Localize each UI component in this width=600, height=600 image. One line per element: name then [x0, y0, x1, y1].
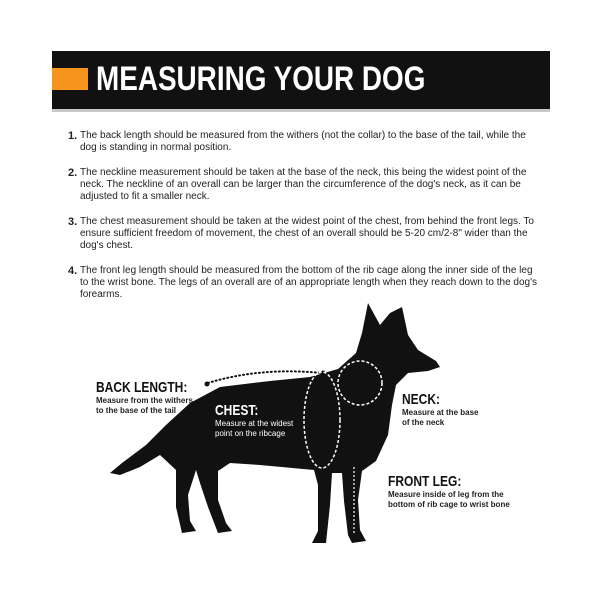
- instruction-step-1: [68, 130, 538, 154]
- step-text: The back length should be measured from the withers (not the collar) to the base of the tail, while the dog is standing in normal position.: [80, 130, 526, 153]
- header-banner: [52, 51, 550, 112]
- front-leg-label: [388, 473, 510, 510]
- instruction-step-3: [68, 216, 538, 252]
- neck-label: [402, 391, 478, 428]
- step-number: 1.: [68, 130, 78, 142]
- back-length-desc: Measure from the withers to the base of the tail: [96, 396, 193, 415]
- step-text: The front leg length should be measured from the bottom of the rib cage along the inner side of the leg to the wrist bone. The legs of an overall are of an appropriate length when they reach down to the dog's forearms.: [80, 265, 538, 300]
- back-length-title: BACK LENGTH:: [96, 379, 188, 396]
- front-leg-desc: Measure inside of leg from the bottom of rib cage to wrist bone: [388, 490, 510, 509]
- chest-label: [215, 402, 293, 439]
- step-text: The chest measurement should be taken at the widest point of the chest, from behind the front legs. To ensure sufficient freedom of movement, the chest of an overall should be 5-20 cm/2-8" wider than the dog's chest.: [80, 216, 534, 251]
- chest-title: CHEST:: [215, 402, 259, 419]
- back-length-label: [96, 379, 210, 416]
- front-leg-title: FRONT LEG:: [388, 473, 462, 490]
- step-number: 3.: [68, 216, 78, 228]
- step-number: 4.: [68, 265, 78, 277]
- step-number: 2.: [68, 167, 78, 179]
- page-title: MEASURING YOUR DOG: [96, 60, 426, 98]
- instruction-step-2: [68, 167, 538, 203]
- dog-silhouette-illustration: [90, 295, 530, 565]
- instructions-list: [68, 130, 538, 314]
- neck-desc: Measure at the base of the neck: [402, 408, 479, 427]
- orange-accent-bar: [52, 68, 88, 90]
- chest-desc: Measure at the widest point on the ribcage: [215, 419, 294, 438]
- dog-diagram: [90, 295, 530, 565]
- step-text: The neckline measurement should be taken at the base of the neck, this being the widest point of the neck. The neckline of an overall can be larger than the circumference of the dog's neck, as it can be adjusted to fit a smaller neck.: [80, 167, 527, 202]
- neck-title: NECK:: [402, 391, 440, 408]
